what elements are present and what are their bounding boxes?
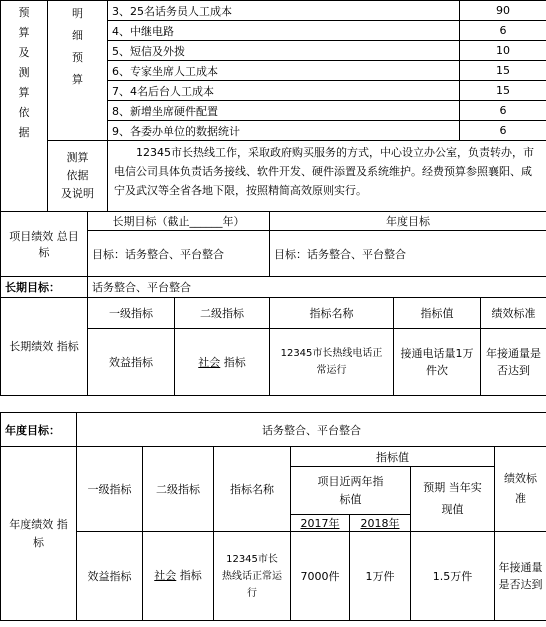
budget-item-name: 5、短信及外拨 (108, 41, 460, 61)
annual-header-indicator-name: 指标名称 (214, 447, 291, 532)
annual-goal-label: 年度目标： (1, 413, 77, 447)
budget-item-name: 6、专家坐席人工成本 (108, 61, 460, 81)
long-indicator-value-cell: 接通电话量1万件次 (394, 329, 481, 396)
long-indicator-name-cell: 12345市长热线电话正常运行 (270, 329, 394, 396)
long-term-goal-header: 长期目标（截止______年） (88, 212, 270, 231)
budget-item-name: 4、中继电路 (108, 21, 460, 41)
budget-item-name: 9、各委办单位的数据统计 (108, 121, 460, 141)
budget-item-value: 6 (460, 21, 546, 41)
long-term-indicator-label: 长期绩效 指标 (1, 298, 88, 396)
header-level1: 一级指标 (88, 298, 175, 329)
budget-table (0, 0, 546, 212)
annual-header-level2: 二级指标 (143, 447, 214, 532)
annual-indicator-name-cell: 12345市长热线话正常运行 (214, 532, 291, 621)
budget-item-name: 3、25名话务员人工成本 (108, 1, 460, 21)
annual-goal-text: 目标：话务整合、平台整合 (270, 231, 546, 277)
header-performance-standard: 绩效标准 (481, 298, 546, 329)
annual-header-year-2018: 2018年 (350, 515, 411, 532)
calc-basis-label: 测算 依据 及说明 (48, 141, 108, 212)
budget-item-value: 6 (460, 101, 546, 121)
annual-level2-cell: 社会 指标 (143, 532, 214, 621)
budget-item-value: 6 (460, 121, 546, 141)
annual-goal-header: 年度目标 (270, 212, 546, 231)
annual-table (0, 412, 546, 621)
annual-header-standard: 绩效标准 (495, 447, 546, 532)
detail-budget-label: 明 细 预 算 (48, 1, 108, 141)
long-level2-cell: 社会 指标 (175, 329, 270, 396)
long-performance-standard-cell: 年接通量是否达到 (481, 329, 546, 396)
long-term-goal-text: 目标：话务整合、平台整合 (88, 231, 270, 277)
annual-2017-value-cell: 7000件 (291, 532, 350, 621)
long-level1-cell: 效益指标 (88, 329, 175, 396)
header-indicator-value: 指标值 (394, 298, 481, 329)
annual-header-forecast: 预期 当年实现值 (411, 467, 495, 532)
calc-basis-text: 12345市长热线工作，采取政府购买服务的方式，中心设立办公室，负责转办，市电信公司具体负责话务接线、软件开发、硬件添置及系统维护。经费预算参照襄阳、咸宁及武汉等全省各地下限，按照精简高效原则实行。 (108, 141, 546, 212)
annual-standard-cell: 年接通量是否达到 (495, 532, 546, 621)
budget-item-name: 7、4名后台人工成本 (108, 81, 460, 101)
budget-item-value: 15 (460, 61, 546, 81)
annual-header-level1: 一级指标 (77, 447, 143, 532)
budget-item-value: 90 (460, 1, 546, 21)
annual-header-recent-years: 项目近两年指标值 (291, 467, 411, 515)
long-term-goal-value: 话务整合、平台整合 (88, 277, 546, 298)
budget-item-value: 10 (460, 41, 546, 61)
annual-2018-value-cell: 1万件 (350, 532, 411, 621)
header-indicator-name: 指标名称 (270, 298, 394, 329)
annual-level1-cell: 效益指标 (77, 532, 143, 621)
budget-item-value: 15 (460, 81, 546, 101)
annual-indicator-label: 年度绩效 指 标 (1, 447, 77, 621)
annual-goal-value: 话务整合、平台整合 (77, 413, 546, 447)
budget-item-name: 8、新增坐席硬件配置 (108, 101, 460, 121)
annual-header-value-group: 指标值 (291, 447, 495, 467)
budget-side-label: 预 算 及 测 算 依 据 (1, 1, 48, 212)
annual-forecast-cell: 1.5万件 (411, 532, 495, 621)
goals-table (0, 211, 546, 396)
project-goal-label: 项目绩效 总目标 (1, 212, 88, 277)
annual-header-year-2017: 2017年 (291, 515, 350, 532)
header-level2: 二级指标 (175, 298, 270, 329)
long-term-goal-label: 长期目标： (1, 277, 88, 298)
